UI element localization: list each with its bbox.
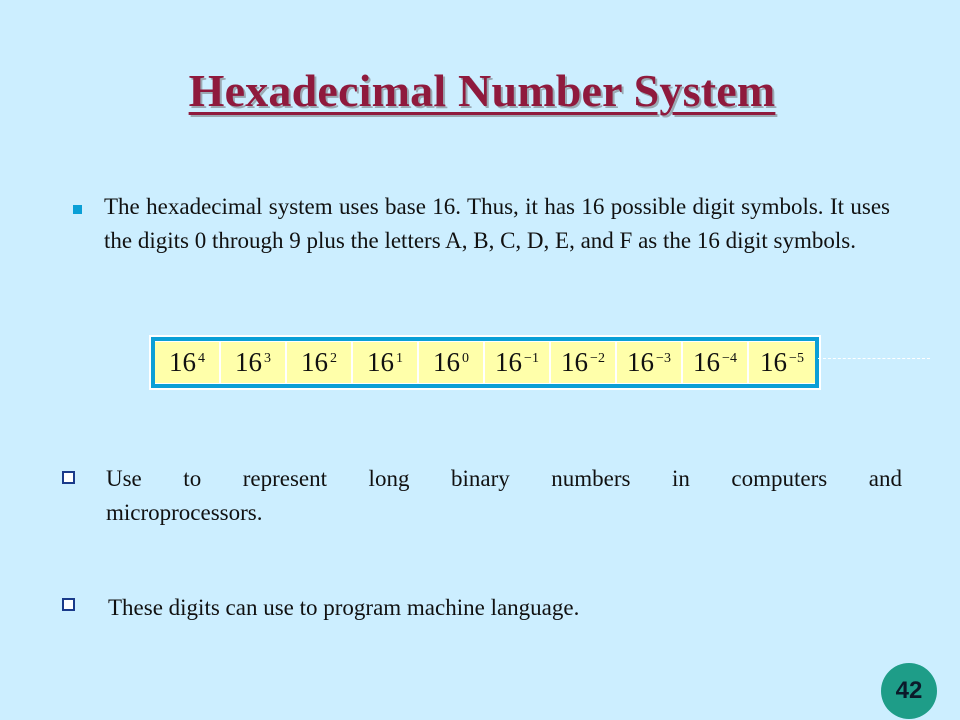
bullet-point-machine-language: These digits can use to program machine language. <box>108 595 580 620</box>
place-value-cell <box>419 341 485 384</box>
slide-title: Hexadecimal Number System <box>188 65 776 116</box>
place-exponent: −3 <box>656 350 671 366</box>
place-base: 16 <box>693 347 721 377</box>
place-exponent: −5 <box>789 350 804 366</box>
place-value-cell <box>353 341 419 384</box>
place-base: 16 <box>169 347 196 377</box>
place-value-cell <box>551 341 617 384</box>
place-value-cell <box>749 341 815 384</box>
bullet-line: Use to represent long binary numbers in computers and <box>106 466 902 491</box>
place-exponent: 1 <box>396 350 403 366</box>
place-value-cell <box>155 341 221 384</box>
place-base: 16 <box>561 347 589 377</box>
bullet-point-binary <box>106 462 902 530</box>
place-value-table <box>149 335 821 390</box>
place-exponent: −2 <box>590 350 605 366</box>
place-value-cell <box>617 341 683 384</box>
place-exponent: 4 <box>198 350 205 366</box>
place-exponent: 0 <box>462 350 469 366</box>
place-value-cell <box>221 341 287 384</box>
place-exponent: 3 <box>264 350 271 366</box>
place-base: 16 <box>367 347 394 377</box>
place-base: 16 <box>235 347 262 377</box>
place-exponent: −1 <box>524 350 539 366</box>
page-number-badge: 42 <box>881 663 937 719</box>
place-value-cell <box>683 341 749 384</box>
square-bullet-icon <box>73 205 82 214</box>
dashed-extension-line <box>818 358 930 359</box>
place-exponent: 2 <box>330 350 337 366</box>
place-base: 16 <box>760 347 788 377</box>
place-value-cell <box>485 341 551 384</box>
place-base: 16 <box>627 347 655 377</box>
place-base: 16 <box>495 347 523 377</box>
bullet-line: microprocessors. <box>106 500 263 525</box>
hollow-square-bullet-icon <box>62 598 75 611</box>
place-exponent: −4 <box>722 350 737 366</box>
intro-paragraph: The hexadecimal system uses base 16. Thus, it has 16 possible digit symbols. It uses the digits 0 through 9 plus the letters A, B, C, D, E, and F as the 16 digit symbols. <box>104 194 890 253</box>
hollow-square-bullet-icon <box>62 471 75 484</box>
place-base: 16 <box>433 347 460 377</box>
place-value-cell <box>287 341 353 384</box>
place-base: 16 <box>301 347 328 377</box>
